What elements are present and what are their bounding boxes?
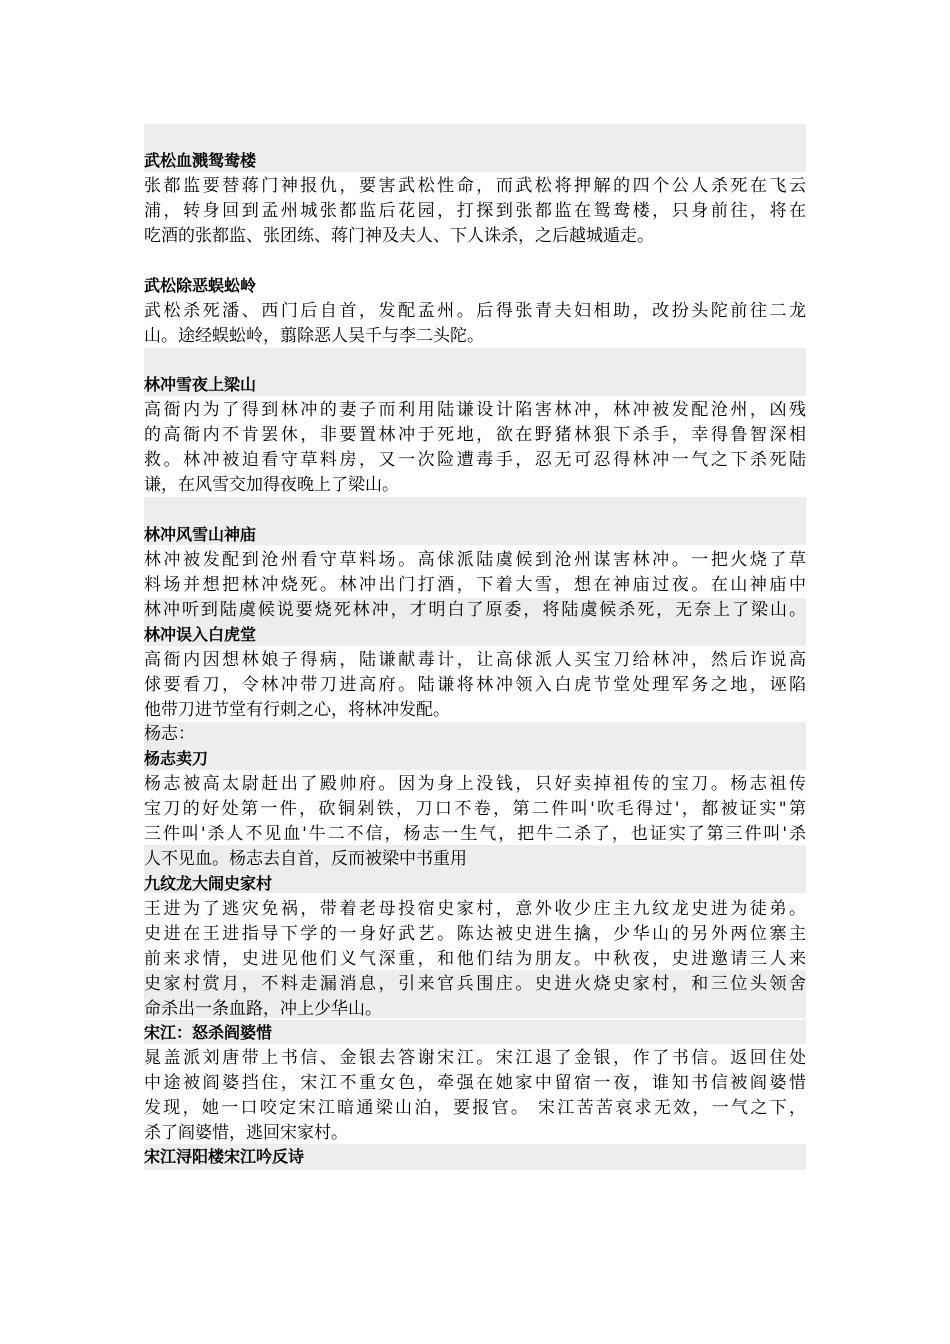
- paragraph-line: 史家村赏月，不料走漏消息，引来官兵围庄。史进火烧史家村，和三位头领舍: [144, 974, 806, 994]
- section-title: 宋江浔阳楼宋江吟反诗: [144, 1147, 305, 1166]
- paragraph-line: 宝刀的好处第一件，砍铜剁铁，刀口不卷，第二件叫'吹毛得过'，都被证实"第: [144, 799, 806, 819]
- section-title: 九纹龙大闹史家村: [144, 874, 273, 893]
- paragraph-line: 杀了阎婆惜，逃回宋家村。: [144, 1123, 348, 1143]
- paragraph-line: 高衙内为了得到林冲的妻子而利用陆谦设计陷害林冲，林冲被发配沧州，凶残: [144, 400, 806, 420]
- paragraph-line: 吃酒的张都监、张团练、蒋门神及夫人、下人诛杀，之后越城遁走。: [144, 226, 654, 246]
- paragraph-line: 人不见血。杨志去自首，反而被梁中书重用: [144, 849, 467, 869]
- section-title: 林冲风雪山神庙: [144, 525, 257, 544]
- section-title: 武松除恶蜈蚣岭: [144, 276, 257, 295]
- paragraph-line: 命杀出一条血路，冲上少华山。: [144, 999, 382, 1019]
- paragraph-line: 谦，在风雪交加得夜晚上了梁山。: [144, 475, 399, 495]
- paragraph-line: 的高衙内不肯罢休，非要置林冲于死地，欲在野猪林狠下杀手，幸得鲁智深相: [144, 425, 806, 445]
- section-title: 林冲雪夜上梁山: [144, 375, 257, 394]
- section-title: 武松血溅鸳鸯楼: [144, 151, 257, 170]
- paragraph-line: 史进在王进指导下学的一身好武艺。陈达被史进生擒，少华山的另外两位寨主: [144, 924, 806, 944]
- section-title: 林冲误入白虎堂: [144, 625, 257, 644]
- paragraph-line: 前来求情，史进见他们义气深重，和他们结为朋友。中秋夜，史进邀请三人来: [144, 949, 806, 969]
- paragraph-line: 山。途经蜈蚣岭，翦除恶人吴千与李二头陀。: [144, 326, 484, 346]
- section-title: 宋江：怒杀阎婆惜: [144, 1023, 273, 1042]
- paragraph-line: 中途被阎婆挡住，宋江不重女色，牵强在她家中留宿一夜，谁知书信被阎婆惜: [144, 1073, 806, 1093]
- paragraph-line: 他带刀进节堂有行刺之心，将林冲发配。: [144, 700, 450, 720]
- paragraph-line: 三件叫'杀人不见血'牛二不信，杨志一生气，把牛二杀了，也证实了第三件叫'杀: [144, 824, 806, 844]
- paragraph-line: 发现，她一口咬定宋江暗通梁山泊，要报官。 宋江苦苦哀求无效，一气之下，: [144, 1098, 806, 1118]
- character-label: 杨志：: [144, 724, 195, 744]
- paragraph-line: 高衙内因想林娘子得病，陆谦献毒计，让高俅派人买宝刀给林冲，然后诈说高: [144, 650, 806, 670]
- paragraph-line: 晁盖派刘唐带上书信、金银去答谢宋江。宋江退了金银，作了书信。返回住处: [144, 1048, 806, 1068]
- paragraph-line: 料场并想把林冲烧死。林冲出门打酒，下着大雪，想在神庙过夜。在山神庙中: [144, 575, 806, 595]
- paragraph-line: 王进为了逃灾免祸，带着老母投宿史家村，意外收少庄主九纹龙史进为徒弟。: [144, 899, 806, 919]
- paragraph-line: 杨志被高太尉赶出了殿帅府。因为身上没钱，只好卖掉祖传的宝刀。杨志祖传: [144, 774, 806, 794]
- paragraph-line: 张都监要替蒋门神报仇，要害武松性命，而武松将押解的四个公人杀死在飞云: [144, 176, 806, 196]
- section-title: 杨志卖刀: [144, 749, 209, 768]
- paragraph-line: 俅要看刀，令林冲带刀进高府。陆谦将林冲领入白虎节堂处理军务之地，诬陷: [144, 675, 806, 695]
- paragraph-line: 救。林冲被迫看守草料房，又一次险遭毒手，忍无可忍得林冲一气之下杀死陆: [144, 450, 806, 470]
- paragraph-line: 林冲被发配到沧州看守草料场。高俅派陆虞候到沧州谋害林冲。一把火烧了草: [144, 550, 806, 570]
- paragraph-line: 浦，转身回到孟州城张都监后花园，打探到张都监在鸳鸯楼，只身前往，将在: [144, 201, 806, 221]
- paragraph-line: 武松杀死潘、西门后自首，发配孟州。后得张青夫妇相助，改扮头陀前往二龙: [144, 301, 806, 321]
- paragraph-line: 林冲听到陆虞候说要烧死林冲，才明白了原委，将陆虞候杀死，无奈上了梁山。: [144, 600, 806, 620]
